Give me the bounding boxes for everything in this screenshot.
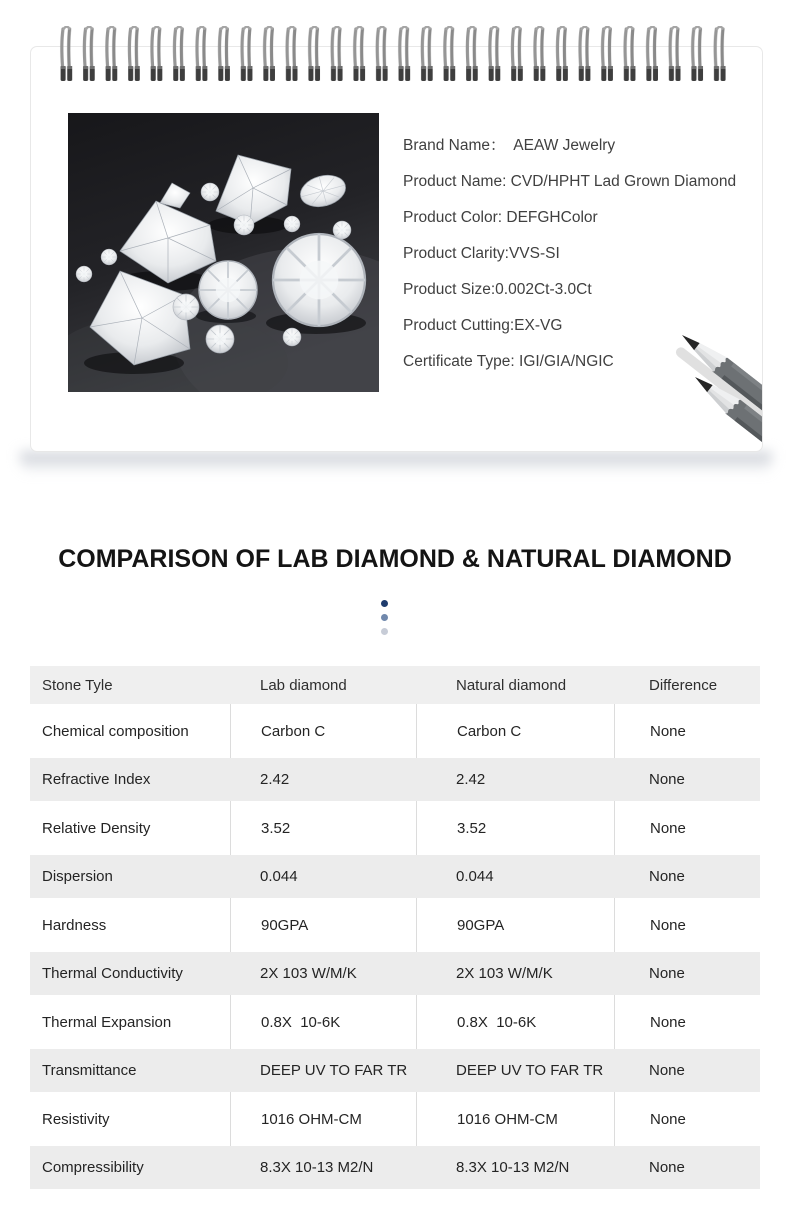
header-cell: Stone Tyle	[42, 676, 113, 694]
cell-natural: Carbon C	[416, 704, 614, 758]
cell-difference: None	[649, 868, 685, 885]
cell-lab: Carbon C	[230, 704, 416, 758]
cell-natural: 2.42	[456, 771, 486, 788]
cell-property: Resistivity	[42, 1110, 110, 1128]
cell-difference: None	[649, 771, 685, 788]
product-info-line: Product Name: CVD/HPHT Lad Grown Diamond	[403, 173, 737, 190]
header-cell: Lab diamond	[260, 676, 347, 694]
table-row	[30, 898, 760, 952]
cell-property: Thermal Expansion	[42, 1013, 172, 1031]
cell-natural: 0.044	[456, 868, 494, 885]
table-row	[30, 952, 760, 995]
cell-difference: None	[614, 995, 760, 1049]
product-info-line: Product Size:0.002Ct-3.0Ct	[403, 281, 592, 298]
cell-difference: None	[614, 704, 760, 758]
cell-property: Relative Density	[42, 819, 151, 837]
cell-property: Dispersion	[42, 868, 113, 885]
table-row	[30, 801, 760, 855]
cell-difference: None	[614, 1092, 760, 1146]
cell-property: Hardness	[42, 916, 107, 934]
cell-lab: 2.42	[260, 771, 290, 788]
table-row	[30, 1146, 760, 1189]
cell-difference: None	[649, 1062, 685, 1079]
cell-lab: 8.3X 10-13 M2/N	[260, 1159, 374, 1176]
product-info-line: Certificate Type: IGI/GIA/NGIC	[403, 353, 614, 370]
cell-difference: None	[614, 801, 760, 855]
product-info-line: Brand Name： AEAW Jewelry	[403, 137, 616, 154]
cell-property: Transmittance	[42, 1062, 137, 1079]
pencil-icon	[596, 319, 763, 452]
cell-lab: 2X 103 W/M/K	[260, 965, 357, 982]
cell-natural: 90GPA	[416, 898, 614, 952]
table-row	[30, 855, 760, 898]
product-info-line: Product Color: DEFGHColor	[403, 209, 598, 226]
cell-lab: 1016 OHM-CM	[230, 1092, 416, 1146]
header-cell: Natural diamond	[456, 676, 567, 694]
header-cell: Difference	[649, 676, 718, 694]
cell-natural: 3.52	[416, 801, 614, 855]
cell-lab: 0.8X 10-6K	[230, 995, 416, 1049]
cell-natural: DEEP UV TO FAR TR	[456, 1062, 604, 1079]
card-shadow	[20, 452, 772, 476]
product-info-line: Product Cutting:EX-VG	[403, 317, 563, 334]
cell-property: Compressibility	[42, 1159, 144, 1176]
cell-natural: 0.8X 10-6K	[416, 995, 614, 1049]
comparison-table	[30, 666, 760, 1189]
cell-natural: 2X 103 W/M/K	[456, 965, 553, 982]
diamonds-photo	[68, 113, 379, 392]
table-header-row	[30, 666, 760, 704]
notebook-card	[30, 46, 763, 452]
cell-lab: 90GPA	[230, 898, 416, 952]
table-row	[30, 1092, 760, 1146]
dot-icon	[381, 600, 388, 607]
cell-lab: 3.52	[230, 801, 416, 855]
cell-property: Chemical composition	[42, 722, 189, 740]
cell-natural: 8.3X 10-13 M2/N	[456, 1159, 570, 1176]
cell-difference: None	[649, 965, 685, 982]
table-row	[30, 704, 760, 758]
dot-icon	[381, 628, 388, 635]
cell-lab: 0.044	[260, 868, 298, 885]
cell-natural: 1016 OHM-CM	[416, 1092, 614, 1146]
cell-property: Thermal Conductivity	[42, 965, 183, 982]
cell-difference: None	[614, 898, 760, 952]
table-row	[30, 995, 760, 1049]
spiral-binding-icon	[58, 26, 734, 86]
table-row	[30, 758, 760, 801]
dot-icon	[381, 614, 388, 621]
cell-lab: DEEP UV TO FAR TR	[260, 1062, 408, 1079]
table-row	[30, 1049, 760, 1092]
cell-difference: None	[649, 1159, 685, 1176]
decorative-dots	[0, 600, 779, 635]
comparison-title: COMPARISON OF LAB DIAMOND & NATURAL DIAMOND	[58, 545, 732, 573]
product-info-line: Product Clarity:VVS-SI	[403, 245, 560, 262]
cell-property: Refractive Index	[42, 771, 151, 788]
